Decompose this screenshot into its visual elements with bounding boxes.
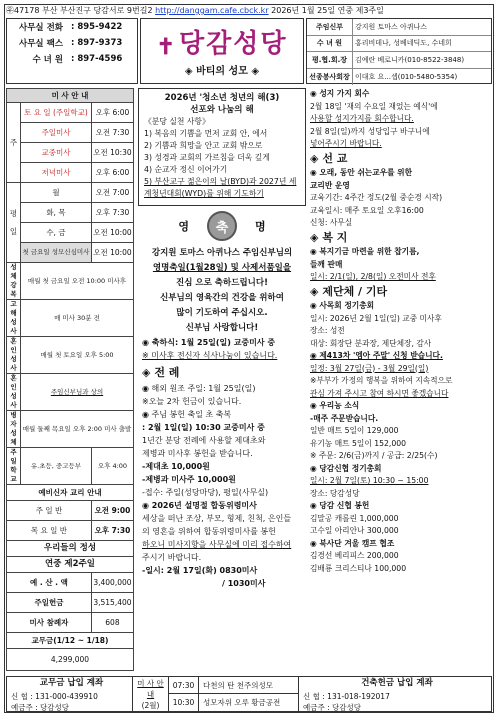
groups-line: ◉ 당감 신협 봉헌 xyxy=(310,501,370,510)
mission-line: ◉ 오래, 동안 쉬는교우를 위한 xyxy=(310,168,413,177)
year-theme-item: 5) 부산교구 젊은이의 날(BYD)과 2027년 세계청년대회(WYD)를 위해 기도하기 xyxy=(144,177,297,198)
extra-value: 매월 첫 토요일 오후 5:00 xyxy=(21,337,134,374)
bullet-icon: ◈ xyxy=(142,366,151,379)
mission-line: 신청: 사무실 xyxy=(310,218,353,227)
congrats-header xyxy=(138,206,306,246)
contact-row xyxy=(7,35,137,51)
church-name xyxy=(141,23,303,60)
welfare-title: ◈ 복 지 xyxy=(310,230,348,244)
contact-row xyxy=(7,51,137,67)
groups-line: 일정: 3월 27일(금) - 3월 29일(일) xyxy=(310,363,429,373)
tithe-account-holder: 예금주 : 당감성당 xyxy=(11,702,70,712)
liturgy-item: -일시: 2월 17일(화) 0830미사 xyxy=(142,566,258,575)
extra-label: 혼인성사 xyxy=(7,337,21,374)
clergy-label: 평.협.회.장 xyxy=(307,52,353,68)
liturgy-item: 의 영혼을 위하여 합동위령미사를 봉헌 xyxy=(142,527,276,536)
offering-title: 우리들의 정성 xyxy=(7,541,134,557)
pre-label: 주 일 반 xyxy=(7,501,92,521)
liturgy-item: : 2월 1일(일) 10:30 교중미사 중 xyxy=(142,423,265,432)
offering-label: 주일헌금 xyxy=(7,593,92,613)
groups-line: -매주 주문받습니다. xyxy=(310,413,379,423)
mass-day: 화, 목 xyxy=(21,203,92,223)
liturgy-item: 주시기 바랍니다. xyxy=(142,553,202,562)
year-theme-sub: 선포와 나눔의 해 xyxy=(190,105,254,115)
year-theme-item: 1) 복음의 기쁨을 먼저 교회 안, 에서 xyxy=(144,129,268,138)
offering-week: 연중 제2주일 xyxy=(7,557,134,573)
groups-line: ◉ 우리농 소식 xyxy=(310,401,360,410)
clergy-label: 선종봉사회장 xyxy=(307,69,353,86)
clergy-row xyxy=(307,19,491,36)
congrats-note: ※ 미사후 전신자 식사나눔이 있습니다. xyxy=(142,351,278,360)
groups-line: 대상: 회장단 분과장, 제단체장, 감사 xyxy=(310,338,432,348)
tithe-account xyxy=(7,677,133,711)
groups-line: 일반 매트 5일이 129,000 xyxy=(310,426,399,435)
extra-time: 오후 4:00 xyxy=(91,448,133,485)
mass-info-time: 07:30 xyxy=(169,677,199,693)
groups-line: 장소: 성전 xyxy=(310,326,345,335)
right-column xyxy=(310,88,494,575)
mass-day: 저녁미사 xyxy=(21,163,92,183)
mass-time: 오후 6:00 xyxy=(91,163,133,183)
offering-value: 608 xyxy=(91,613,133,633)
bullet-icon: ◈ xyxy=(310,230,319,244)
pre-time: 오후 7:30 xyxy=(91,521,133,541)
liturgy-item: -제대초 10,000원 xyxy=(142,462,210,471)
offering-label: 미사 참례자 xyxy=(7,613,92,633)
groups-line: ◉ 당감신협 정기총회 xyxy=(310,463,382,473)
mission-line: 교육기간: 4주간 정도(2월 중순경 시작) xyxy=(310,193,443,202)
congrats-line: 신부님 사랑합니다! xyxy=(185,323,259,333)
mass-schedule-table xyxy=(6,88,134,671)
liturgy-title: ◈ 전 례 xyxy=(142,366,180,379)
contact-row xyxy=(7,19,137,35)
contact-value: : 895-9422 xyxy=(71,22,123,32)
middle-column xyxy=(138,88,306,590)
welfare-line: 일시: 2/1(일), 2/8(일) 오전미사 전후 xyxy=(310,272,436,281)
welfare-line: 들깨 판매 xyxy=(310,259,343,269)
groups-line: 일시: 2026년 2월 1일(일) 교중 미사후 xyxy=(310,313,442,323)
groups-line: 김말공 캐롤린 1,000,000 xyxy=(310,513,399,523)
mass-title: 미 사 안 내 xyxy=(7,89,134,103)
yearly-value: 4,299,000 xyxy=(7,649,134,671)
yearly-title: 교무금(1/12 ~ 1/18) xyxy=(7,633,134,649)
congrats-line: 진심 으로 축하드립니다! xyxy=(176,278,268,288)
issue-date: 2026년 1월 25일 연중 제3주일 xyxy=(271,6,384,15)
clergy-row xyxy=(307,69,491,86)
mass-day: 토 요 일 (주일학교) xyxy=(21,103,92,123)
tithe-account-title: 교무금 납입 계좌 xyxy=(39,677,104,688)
bullet-icon: ◈ xyxy=(310,284,319,298)
extra-label: 주일학교 xyxy=(7,448,21,485)
mission-line: 교육일시: 매주 토요일 오후16:00 xyxy=(310,205,424,215)
year-theme-item: 4) 순교자 정신 이어가기 xyxy=(144,165,228,174)
extra-value: 유.초등, 중고등부 xyxy=(21,448,92,485)
extra-label: 성체강복 xyxy=(7,263,21,300)
building-account-title: 건축헌금 납입 계좌 xyxy=(361,677,433,688)
liturgy-item: 1년간 분당 전례에 사용할 제대초와 xyxy=(142,436,266,445)
clergy-row xyxy=(307,52,491,69)
year-theme-item: 3) 성경과 교회의 가르침을 더욱 깊게 xyxy=(144,153,270,162)
row-cat: 평 일 xyxy=(7,183,21,263)
palm-line: 2월 18일 '재의 수요일 재었는 예식'에 xyxy=(310,101,438,111)
tithe-account-number: 신 협 : 131-000-439910 xyxy=(11,691,98,701)
clergy-label: 주임신부 xyxy=(307,19,353,35)
groups-line: 고수일 아리안나 300,000 xyxy=(310,526,399,535)
mass-time: 오후 7:30 xyxy=(91,203,133,223)
mission-title: ◈ 선 교 xyxy=(310,151,348,165)
congrats-circle: 축 xyxy=(207,211,237,241)
clergy-value: 김예란 베로니카(010-8522-3848) xyxy=(355,55,465,64)
extra-value: 매월 첫 금요일 오전 10:00 미사후 xyxy=(21,263,134,300)
liturgy-item: -접수: 주일(성당마당), 평일(사무실) xyxy=(142,488,269,497)
liturgy-list xyxy=(138,382,306,590)
extra-value: 주임신부님과 상의 xyxy=(21,374,134,411)
prepay-title: 예비신자 교리 안내 xyxy=(7,485,134,501)
groups-line: 일시: 2월 7일(토) 10:30 ~ 15:00 xyxy=(310,476,429,485)
mass-day: 교중미사 xyxy=(21,143,92,163)
mass-info-cell xyxy=(133,677,169,711)
liturgy-item: ◉ 해외 원조 주일: 1월 25일(일) xyxy=(142,384,256,393)
year-theme-title: 2026년 '청소년 청년의 해(3) xyxy=(164,93,280,103)
palm-line: 2월 8일(일)까지 성당입구 바구니에 xyxy=(310,126,430,136)
building-account xyxy=(299,677,491,711)
mass-time: 오전 10:00 xyxy=(91,243,133,263)
clergy-box xyxy=(306,18,492,84)
palm-line: 사용할 성지가지를 회수합니다. xyxy=(310,114,414,123)
pre-label: 목 요 일 반 xyxy=(7,521,92,541)
extra-value: 매월 둘째 목요일 오후 2:00 미사 출발 xyxy=(21,411,134,448)
cross-icon: ✝ xyxy=(156,34,177,60)
mass-info-times xyxy=(169,677,299,711)
clergy-row xyxy=(307,36,491,53)
building-account-holder: 예금주 : 당감성당 xyxy=(303,702,362,712)
congrats-text xyxy=(138,246,306,336)
groups-line: 장소: 당감성당 xyxy=(310,488,360,498)
palm-title: ◉ 성지 가지 회수 xyxy=(310,89,370,98)
congrats-line: 강지원 토마스 아퀴나스 주임신부님의 xyxy=(151,248,293,258)
offering-label: 예 . 산 . 액 xyxy=(7,573,92,593)
clergy-value: 강지원 토마스 아퀴나스 xyxy=(355,22,428,31)
contact-value: : 897-9373 xyxy=(71,38,123,48)
mass-time: 오후 6:00 xyxy=(91,103,133,123)
groups-line: ◉ 제413차 '엠아 주말' 신청 받습니다. xyxy=(310,351,443,360)
liturgy-item: -제병과 미사주 10,000원 xyxy=(142,475,236,484)
congrats-notes xyxy=(138,336,306,362)
mass-time: 오전 10:30 xyxy=(91,143,133,163)
congrats-r: 명 xyxy=(255,220,266,233)
liturgy-item: 하오니 미사지향을 사무실에 미리 접수하여 xyxy=(142,540,292,549)
groups-line: ◉ 사목회 정기총회 xyxy=(310,301,375,310)
footer-bar xyxy=(6,676,492,712)
groups-line: ※ 주문: 2/6(금)까지 / 공급: 2/25(수) xyxy=(310,451,438,460)
extra-label: 병자성체 xyxy=(7,411,21,448)
mass-day: 수, 금 xyxy=(21,223,92,243)
liturgy-item: 제병과 미사후 봉헌을 받습니다. xyxy=(142,449,253,458)
row-cat: 주 xyxy=(7,103,21,183)
offering-value: 3,400,000 xyxy=(91,573,133,593)
contacts-box xyxy=(6,18,138,84)
building-account-number: 신 협 : 131-018-192017 xyxy=(303,691,390,701)
mission-line: 교리반 운영 xyxy=(310,180,350,190)
homepage-link[interactable]: http://danggam.cafe.cbck.kr xyxy=(155,6,269,15)
year-theme-item: 2) 기쁨과 희망을 안고 교회 밖으로 xyxy=(144,141,263,150)
church-name-text: 당감성당 xyxy=(178,29,288,59)
clergy-value: 이대호 요...셉(010-5480-5354) xyxy=(355,72,458,81)
top-line xyxy=(6,5,492,17)
church-motto: ◈ 바티의 성모 ◈ xyxy=(184,66,260,77)
mass-day: 첫 금요일 성모신심미사 xyxy=(21,243,92,263)
congrats-line: 많이 기도하여 주십시오. xyxy=(176,308,268,318)
church-logo xyxy=(140,18,304,84)
mass-time: 오전 7:00 xyxy=(91,183,133,203)
groups-line: ※부부가 가정의 행복을 위하여 지속적으로 xyxy=(310,376,453,385)
mass-info-intent: 다천의 탄 천주의성모 xyxy=(203,680,273,690)
palm-line: 넣어주시기 바랍니다. xyxy=(310,139,382,148)
pre-time: 오전 9:00 xyxy=(91,501,133,521)
extra-label: 혼인성사 xyxy=(7,374,21,411)
extra-label: 고해성사 xyxy=(7,300,21,337)
liturgy-item: ※오늘 2차 헌금이 있습니다. xyxy=(142,397,242,406)
congrats-line: 신부님의 영육간의 건강을 위하여 xyxy=(160,293,284,303)
groups-line: 관심 가져 주시고 참여 하시면 좋겠습니다 xyxy=(310,388,449,398)
contact-label: 사무실 팩스 xyxy=(18,39,63,49)
congrats-l: 영 xyxy=(178,220,189,233)
clergy-label: 수 녀 원 xyxy=(307,36,353,52)
groups-line: 김경선 베리피스 200,000 xyxy=(310,551,399,560)
extra-value: 매 미사 30분 전 xyxy=(21,300,134,337)
mass-day: 월 xyxy=(21,183,92,203)
contact-label: 수 녀 원 xyxy=(32,55,63,65)
groups-title: ◈ 제단체 / 기타 xyxy=(310,284,388,298)
contact-value: : 897-4596 xyxy=(71,54,123,64)
congrats-line: 영명축일(1월28일) 및 사제서품일을 xyxy=(152,263,292,273)
groups-line: 유기농 매트 5일이 152,000 xyxy=(310,438,406,448)
mass-info-intent: 성모자위 오루 황금공전 xyxy=(203,698,281,708)
mass-info-time: 10:30 xyxy=(169,694,199,711)
mass-day: 주일미사 xyxy=(21,123,92,143)
year-theme-tag: 《분당 실천 사항》 xyxy=(144,117,210,126)
mass-time: 오전 7:30 xyxy=(91,123,133,143)
congrats-note: ◉ 축하식: 1월 25일(일) 교중미사 중 xyxy=(142,338,276,347)
clergy-value: 홍리비데나, 성베네딕도, 수네희 xyxy=(355,39,452,48)
groups-line: 김배룡 크리스티나 100,000 xyxy=(310,563,407,573)
offering-value: 3,515,400 xyxy=(91,593,133,613)
welfare-line: ◉ 복지기금 마련을 위한 찹기름, xyxy=(310,247,420,256)
mass-info-label: 미 사 안 내 xyxy=(137,678,164,699)
liturgy-item: / 1030미사 xyxy=(222,579,266,588)
contact-label: 사무실 전화 xyxy=(18,23,63,33)
liturgy-item: ◉ 주님 봉헌 축일 초 축복 xyxy=(142,410,232,419)
liturgy-item: 세상을 떠난 조상, 부모, 형제, 친척, 은인들 xyxy=(142,514,292,523)
groups-line: ◉ 북사단 겨울 캠프 협조 xyxy=(310,538,395,548)
bullet-icon: ◈ xyxy=(310,151,319,165)
liturgy-item: ◉ 2026년 설명절 합동위령미사 xyxy=(142,501,257,510)
year-theme-box xyxy=(138,88,306,206)
address: ㉾47178 부산 부산진구 당감서로 9번길2 xyxy=(6,6,153,15)
mass-time: 오전 10:00 xyxy=(91,223,133,243)
mass-info-month: (2월) xyxy=(141,700,160,710)
